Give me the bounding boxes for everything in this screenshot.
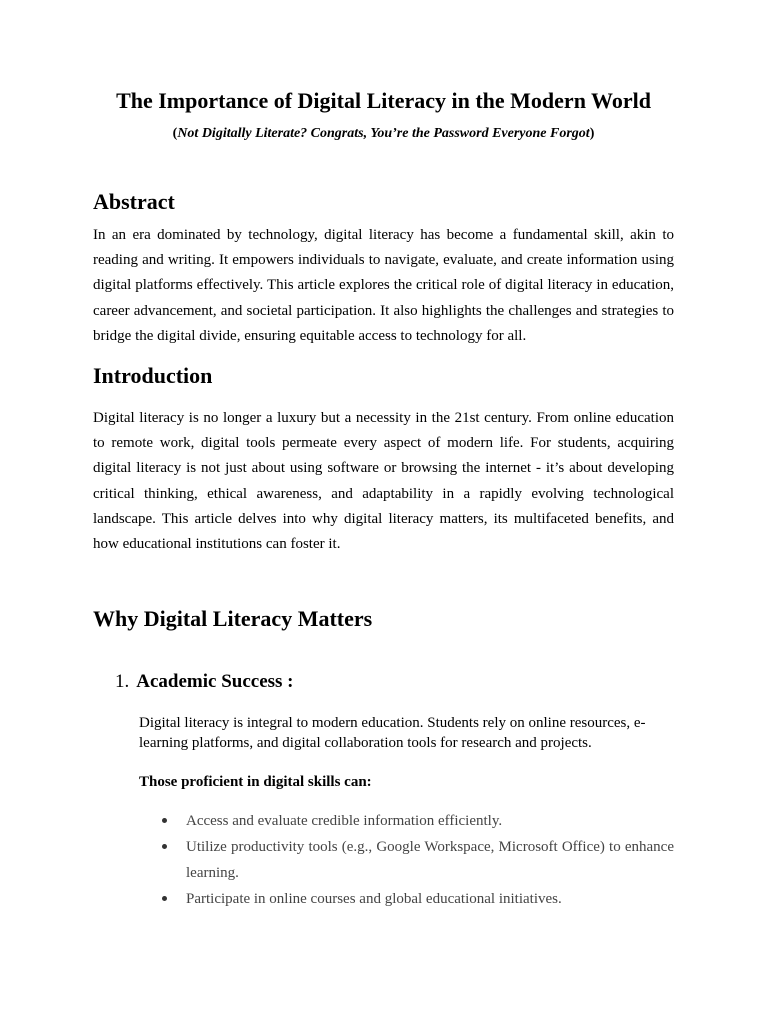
subtitle-open-paren: ( xyxy=(172,126,178,141)
document-subtitle xyxy=(93,124,674,144)
bullet-dot-icon xyxy=(162,844,167,849)
bullet-dot-icon xyxy=(162,818,167,823)
abstract-heading: Abstract xyxy=(93,189,175,214)
bullet-item xyxy=(139,808,674,834)
why-matters-heading: Why Digital Literacy Matters xyxy=(93,606,373,631)
list-item-academic-success xyxy=(115,668,294,696)
academic-success-bullet-list xyxy=(139,808,674,912)
introduction-body: Digital literacy is no longer a luxury but a necessity in the 21st century. From online education to remote work, digital tools permeate every aspect of modern life. For students, acquiring digital literacy is not just about using software or browsing the internet - it’s about developing critical thinking, ethical awareness, and adaptability in a rapidly evolving technological landscape. This article delves into why digital literacy matters, its multifaceted benefits, and how educational institutions can foster it. xyxy=(93,410,674,553)
academic-success-lead: Those proficient in digital skills can: xyxy=(139,774,372,790)
bullet-item xyxy=(139,886,674,912)
academic-success-body: Digital literacy is integral to modern education. Students rely on online resources, e-learning platforms, and digital collaboration tools for research and projects. xyxy=(139,715,646,751)
list-item-number: 1. xyxy=(115,671,130,692)
abstract-body: In an era dominated by technology, digital literacy has become a fundamental skill, akin to reading and writing. It empowers individuals to navigate, evaluate, and create information using digital platforms effectively. This article explores the critical role of digital literacy in education, career advancement, and societal participation. It also highlights the challenges and strategies to bridge the digital divide, ensuring equitable access to technology for all. xyxy=(93,227,674,344)
document-title: The Importance of Digital Literacy in the Modern World xyxy=(116,88,651,113)
bullet-text: Access and evaluate credible information efficiently. xyxy=(186,813,503,829)
subtitle-text: Not Digitally Literate? Congrats, You’re the Password Everyone Forgot xyxy=(177,126,590,141)
introduction-heading: Introduction xyxy=(93,363,213,388)
list-item-title: Academic Success : xyxy=(136,671,294,692)
bullet-text: Participate in online courses and global educational initiatives. xyxy=(186,891,562,907)
bullet-item xyxy=(139,834,674,886)
bullet-dot-icon xyxy=(162,896,167,901)
subtitle-close-paren: ) xyxy=(589,126,595,141)
bullet-text: Utilize productivity tools (e.g., Google Workspace, Microsoft Office) to enhance learning. xyxy=(186,839,674,881)
